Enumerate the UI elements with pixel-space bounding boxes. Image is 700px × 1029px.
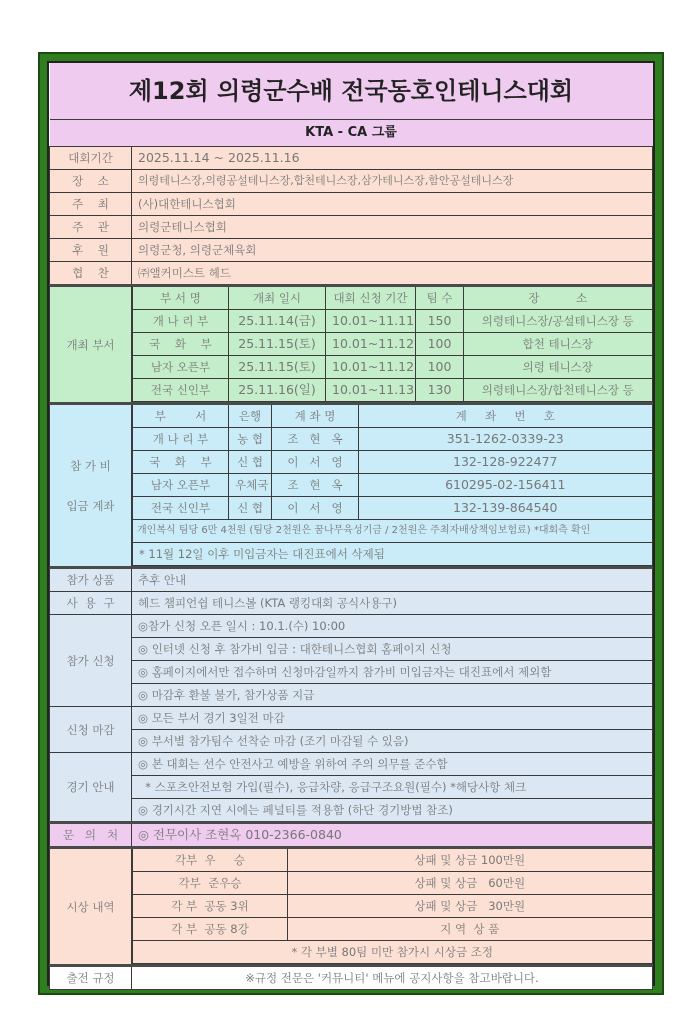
column-header: 부 서 명 — [133, 287, 229, 310]
division-period: 10.01~11.12 — [326, 333, 416, 356]
prize-reward: 상패 및 상금 100만원 — [288, 849, 653, 872]
info-value: (사)대한테니스협회 — [132, 193, 653, 216]
info-label: 주 관 — [50, 216, 132, 239]
table-row — [133, 333, 653, 356]
account-holder: 조 현 옥 — [272, 428, 359, 451]
account-number: 351-1262-0339-23 — [359, 428, 653, 451]
account-bank: 신 협 — [229, 451, 272, 474]
guide-label: 경기 안내 — [50, 753, 132, 823]
account-division: 전국 신인부 — [133, 497, 229, 520]
deadline-item: ◎ 부서별 참가팀수 선착순 마감 (조기 마감될 수 있음) — [132, 730, 653, 753]
division-date: 25.11.14(금) — [229, 310, 326, 333]
account-number: 132-139-864540 — [359, 497, 653, 520]
contact-value: ◎ 전무이사 조현옥 010-2366-0840 — [132, 823, 653, 848]
goods-value: 추후 안내 — [132, 568, 653, 592]
account-holder: 이 서 영 — [272, 451, 359, 474]
division-period: 10.01~11.13 — [326, 379, 416, 402]
account-division: 남자 오픈부 — [133, 474, 229, 497]
column-header: 장 소 — [464, 287, 653, 310]
division-venue: 합천 테니스장 — [464, 333, 653, 356]
fee-label-line2: 입금 계좌 — [66, 498, 115, 513]
info-label: 대회기간 — [50, 147, 132, 170]
info-value: ㈜앨커미스트 헤드 — [132, 262, 653, 286]
division-venue: 의령테니스장/합천테니스장 등 — [464, 379, 653, 402]
account-number: 610295-02-156411 — [359, 474, 653, 497]
division-period: 10.01~11.12 — [326, 356, 416, 379]
column-header: 부 서 — [133, 405, 229, 428]
goods-label: 참가 상품 — [50, 568, 132, 592]
division-teams: 100 — [416, 356, 464, 379]
column-header: 계 좌 번 호 — [359, 405, 653, 428]
account-holder: 조 현 옥 — [272, 474, 359, 497]
guide-item: ◎ 본 대회는 선수 안전사고 예방을 위하여 주의 의무를 준수함 — [132, 753, 653, 776]
divisions-label: 개최 부서 — [50, 286, 132, 404]
column-header: 계 좌 명 — [272, 405, 359, 428]
divisions-table-cell — [132, 286, 653, 404]
fee-table-cell — [132, 404, 653, 568]
fee-label — [50, 404, 132, 568]
table-row — [133, 872, 653, 895]
table-row — [133, 474, 653, 497]
division-venue: 의령테니스장/공설테니스장 등 — [464, 310, 653, 333]
tournament-table — [49, 63, 653, 990]
division-name: 전국 신인부 — [133, 379, 229, 402]
division-date: 25.11.15(토) — [229, 356, 326, 379]
account-bank: 신 협 — [229, 497, 272, 520]
fee-table — [132, 405, 653, 566]
info-value: 의령군청, 의령군체육회 — [132, 239, 653, 262]
prize-rank: 각부 준우승 — [133, 872, 288, 895]
table-row — [133, 310, 653, 333]
column-header: 은행 — [229, 405, 272, 428]
division-name: 개 나 리 부 — [133, 310, 229, 333]
fee-label-line1: 참 가 비 — [70, 458, 111, 473]
page-subtitle: KTA - CA 그룹 — [50, 120, 653, 147]
column-header: 개최 일시 — [229, 287, 326, 310]
ball-value: 헤드 챔피언쉽 테니스볼 (KTA 랭킹대회 공식사용구) — [132, 592, 653, 615]
guide-item: * 스포츠안전보험 가입(필수), 응급차량, 응급구조요원(필수) *해당사항 체크 — [132, 776, 653, 799]
fee-deadline-note: * 11월 12일 이후 미입금자는 대진표에서 삭제됨 — [133, 543, 653, 566]
apply-item: ◎ 마감후 환불 불가, 참가상품 지급 — [132, 684, 653, 707]
tournament-sheet — [47, 61, 655, 986]
fee-note: 개인복식 팀당 6만 4천원 (팀당 2천원은 꿈나무육성기금 / 2천원은 주최자배상책임보험료) *대회측 확인 — [133, 520, 653, 543]
table-row — [133, 451, 653, 474]
division-teams: 130 — [416, 379, 464, 402]
division-name: 국 화 부 — [133, 333, 229, 356]
prize-note: * 각 부별 80팀 미만 참가시 시상금 조정 — [133, 941, 653, 964]
document-frame — [38, 52, 664, 995]
account-bank: 농 협 — [229, 428, 272, 451]
info-value: 의령테니스장,의령공설테니스장,합천테니스장,삼가테니스장,함안공설테니스장 — [132, 170, 653, 193]
table-row — [133, 497, 653, 520]
table-row — [133, 428, 653, 451]
prize-rank: 각 부 공동 8강 — [133, 918, 288, 941]
apply-item: ◎참가 신청 오픈 일시 : 10.1.(수) 10:00 — [132, 615, 653, 638]
guide-item: ◎ 경기시간 지연 시에는 페널티를 적용함 (하단 경기방법 참조) — [132, 799, 653, 823]
info-label: 협 찬 — [50, 262, 132, 286]
column-header: 팀 수 — [416, 287, 464, 310]
info-label: 장 소 — [50, 170, 132, 193]
division-name: 남자 오픈부 — [133, 356, 229, 379]
column-header: 대회 신청 기간 — [326, 287, 416, 310]
divisions-table — [132, 287, 653, 402]
apply-label: 참가 신청 — [50, 615, 132, 707]
account-bank: 우체국 — [229, 474, 272, 497]
apply-item: ◎ 인터넷 신청 후 참가비 입금 : 대한테니스협회 홈페이지 신청 — [132, 638, 653, 661]
contact-label: 문 의 처 — [50, 823, 132, 848]
prize-rank: 각부 우 승 — [133, 849, 288, 872]
prizes-label: 시상 내역 — [50, 848, 132, 966]
account-division: 개 나 리 부 — [133, 428, 229, 451]
info-label: 주 최 — [50, 193, 132, 216]
prizes-table-cell — [132, 848, 653, 966]
table-row — [133, 895, 653, 918]
prize-reward: 상패 및 상금 60만원 — [288, 872, 653, 895]
ball-label: 사 용 구 — [50, 592, 132, 615]
prize-reward: 상패 및 상금 30만원 — [288, 895, 653, 918]
division-date: 25.11.16(일) — [229, 379, 326, 402]
rules-label: 출전 규정 — [50, 966, 132, 990]
deadline-item: ◎ 모든 부서 경기 3일전 마감 — [132, 707, 653, 730]
account-holder: 이 서 영 — [272, 497, 359, 520]
info-value: 2025.11.14 ~ 2025.11.16 — [132, 147, 653, 170]
info-label: 후 원 — [50, 239, 132, 262]
page-title: 제12회 의령군수배 전국동호인테니스대회 — [50, 63, 653, 120]
account-number: 132-128-922477 — [359, 451, 653, 474]
deadline-label: 신청 마감 — [50, 707, 132, 753]
table-row — [133, 918, 653, 941]
table-row — [133, 356, 653, 379]
division-teams: 150 — [416, 310, 464, 333]
table-row — [133, 849, 653, 872]
division-period: 10.01~11.11 — [326, 310, 416, 333]
info-value: 의령군테니스협회 — [132, 216, 653, 239]
prize-reward: 지 역 상 품 — [288, 918, 653, 941]
division-teams: 100 — [416, 333, 464, 356]
division-date: 25.11.15(토) — [229, 333, 326, 356]
rules-value: ※규정 전문은 '커뮤니티' 메뉴에 공지사항을 참고바랍니다. — [132, 966, 653, 990]
table-row — [133, 379, 653, 402]
prize-rank: 각 부 공동 3위 — [133, 895, 288, 918]
apply-item: ◎ 홈페이지에서만 접수하며 신청마감일까지 참가비 미입금자는 대진표에서 제외함 — [132, 661, 653, 684]
division-venue: 의령 테니스장 — [464, 356, 653, 379]
prizes-table — [132, 849, 653, 964]
account-division: 국 화 부 — [133, 451, 229, 474]
